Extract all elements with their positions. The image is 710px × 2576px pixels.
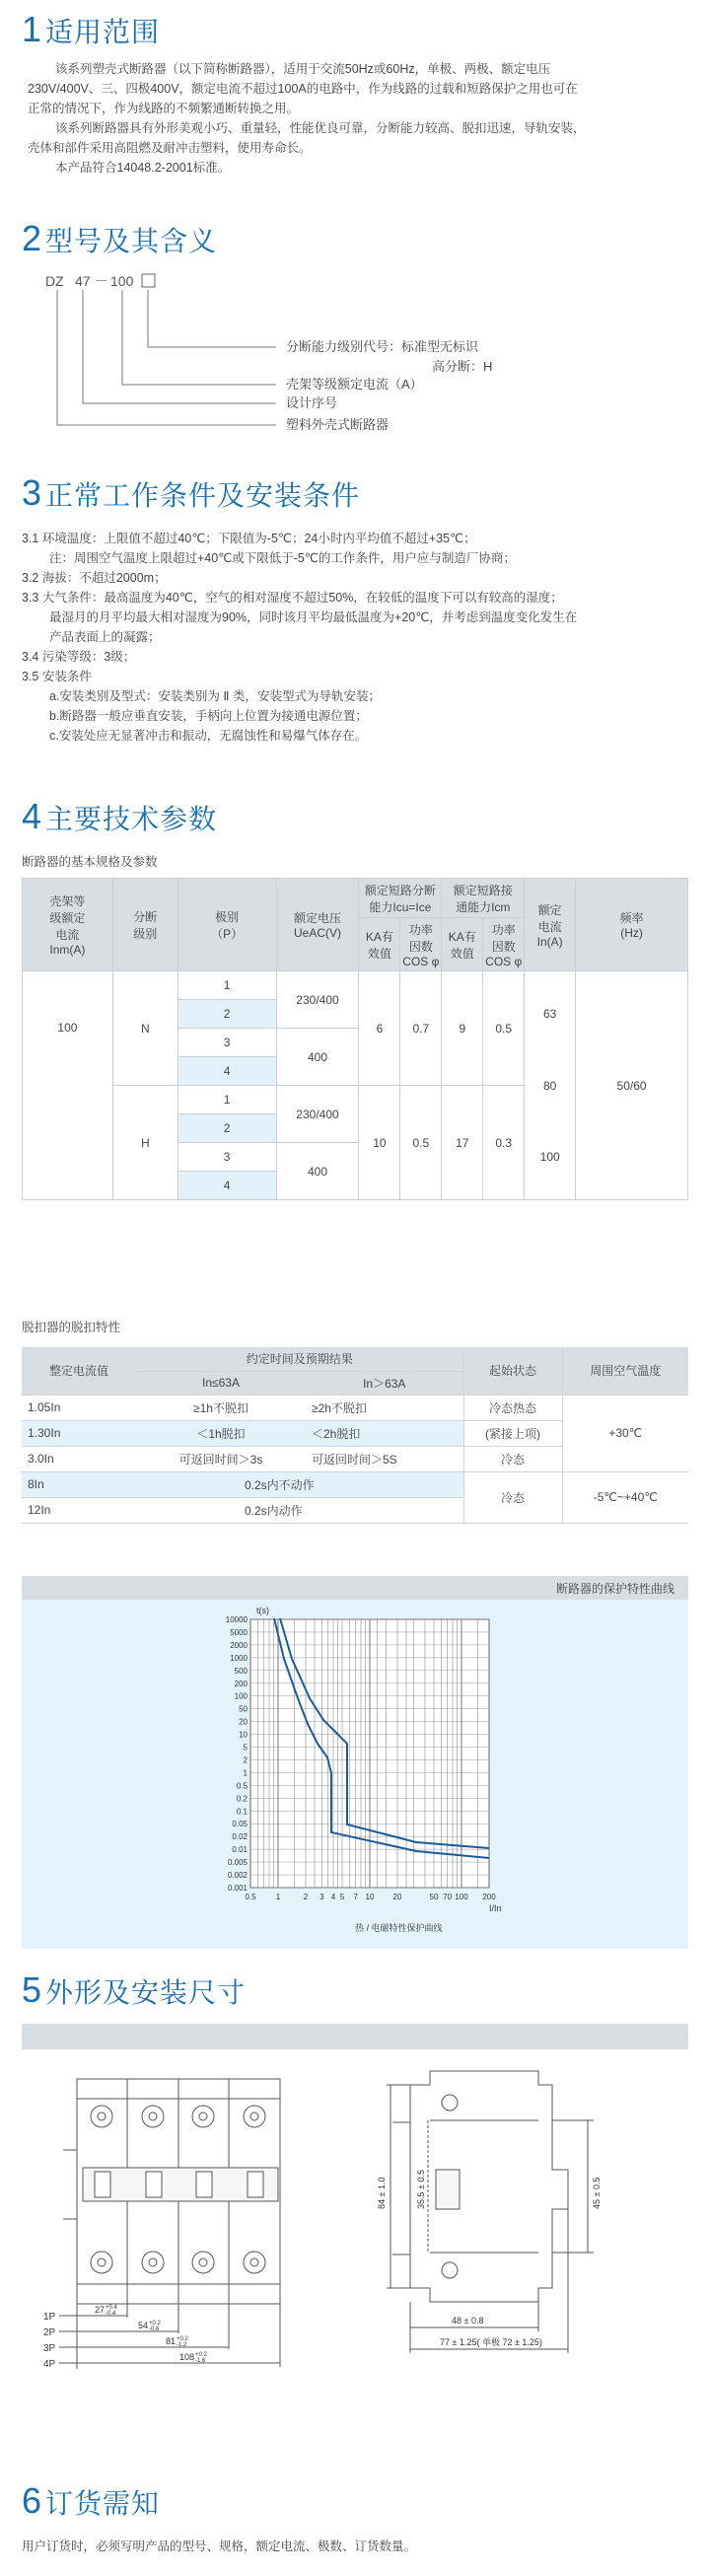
section-1-heading (22, 8, 160, 47)
curve-ytick: 1000 (230, 1653, 248, 1663)
curve-xtick: 70 (443, 1893, 453, 1901)
text-line: 3.2 海拔：不超过2000m； (22, 571, 167, 585)
cell-voltage: 400 (276, 1143, 359, 1200)
cell-pole: 1 (178, 971, 276, 1000)
section-2-heading (22, 217, 217, 256)
section-title: 外形及安装尺寸 (45, 1977, 247, 2008)
curve-ytick: 0.002 (227, 1871, 248, 1881)
curve-ytick: 20 (239, 1717, 248, 1727)
trip-temp-1: +30℃ (562, 1395, 688, 1471)
front-view-drawing (39, 2061, 335, 2377)
section-5-heading (22, 1968, 246, 2008)
dim-81: 81 (166, 2336, 177, 2346)
header-ka-rms: KA有 效值 (442, 918, 483, 971)
section-title: 正常工作条件及安装条件 (45, 480, 361, 511)
cell-in-mid: 80 (525, 1057, 576, 1114)
trip-current: 1.30In (22, 1420, 136, 1446)
label-frame-current: 壳架等级额定电流（A） (286, 377, 423, 392)
dim-48: 48 ± 0.8 (452, 2316, 484, 2326)
cell-pole: 4 (178, 1172, 276, 1200)
cell-cos: 0.5 (400, 1086, 442, 1200)
model-suffix-box (142, 274, 155, 287)
curve-ytick: 10000 (225, 1615, 248, 1624)
model-code-diagram (39, 268, 552, 446)
curve-ytick: 2000 (230, 1640, 248, 1650)
section-title: 主要技术参数 (45, 804, 218, 834)
trip-state: 冷态 (463, 1446, 562, 1471)
header-time-result: 约定时间及预期结果 (136, 1347, 463, 1371)
cell-in: 100 (525, 1114, 576, 1200)
cell-frame-current: 100 (23, 971, 113, 1200)
curve-panel (22, 1576, 688, 1949)
dim-54: 54 (138, 2321, 149, 2330)
section-number: 2 (22, 218, 42, 258)
text-line: 本产品符合14048.2-2001标准。 (55, 161, 231, 175)
curve-xtick: 0.5 (245, 1893, 256, 1901)
scope-paragraph (28, 59, 698, 178)
dim-4p: 4P (43, 2359, 56, 2370)
curve-ytick: 100 (234, 1691, 248, 1701)
curve-banner (22, 1576, 688, 1600)
curve-ytick: 0.05 (232, 1820, 248, 1829)
trip-state: 冷态热态 (463, 1395, 562, 1420)
dim-81-tol: -1.2 (177, 2342, 187, 2348)
header-ambient-temp: 周围空气温度 (562, 1347, 688, 1395)
dim-108-tol: +0.2 (195, 2352, 207, 2358)
cell-icm: 17 (442, 1086, 483, 1200)
cell-pole: 1 (178, 1086, 276, 1114)
trip-state: (紧接上项) (463, 1420, 562, 1446)
section-number: 3 (22, 472, 42, 513)
trip-current: 3.0In (22, 1446, 136, 1471)
conditions-list (22, 529, 702, 746)
trip-state-cold: 冷态 (463, 1471, 562, 1523)
curve-xtick: 5 (339, 1893, 345, 1901)
dim-45: 45 ± 0.5 (592, 2177, 602, 2209)
curve-xtick: 7 (353, 1893, 358, 1901)
curve-ylabel: t(s) (256, 1606, 269, 1615)
header-power-factor: 功率 因数 COS φ (483, 918, 525, 971)
trip-result-a: ＜1h脱扣 (136, 1420, 306, 1446)
header-gt-63a: In＞63A (306, 1371, 463, 1395)
dim-54-tol: -0.6 (149, 2326, 160, 2332)
cell-voltage: 230/400 (276, 971, 359, 1029)
protection-curve-chart (22, 1600, 688, 1949)
curve-ytick: 0.01 (232, 1845, 248, 1855)
trip-result-merged: 0.2s内不动作 (136, 1471, 463, 1497)
dim-3p: 3P (43, 2343, 56, 2354)
dim-77: 77 ± 1.25( 单极 72 ± 1.25) (440, 2337, 542, 2347)
trip-current: 8In (22, 1471, 136, 1497)
curve-xtick: 4 (330, 1893, 336, 1901)
cell-pole: 2 (178, 1114, 276, 1143)
header-frequency: 频率 (Hz) (576, 879, 688, 971)
trip-result-a: 可返回时间＞3s (136, 1446, 306, 1471)
model-100: 100 (110, 273, 134, 289)
curve-xtick: 200 (482, 1893, 496, 1901)
cell-icm: 9 (442, 971, 483, 1086)
curve-ytick: 0.5 (236, 1781, 248, 1791)
curve-caption: 热 / 电磁特性保护曲线 (355, 1923, 443, 1933)
header-poles: 极别 （P） (178, 879, 276, 971)
curve-ytick: 200 (234, 1679, 248, 1688)
text-line: 3.1 环境温度：上限值不超过40℃；下限值为-5℃；24小时内平均值不超过+35℃； (22, 532, 476, 545)
dim-2p: 2P (43, 2327, 56, 2338)
curve-ytick: 0.02 (232, 1832, 248, 1842)
curve-ytick: 500 (234, 1666, 248, 1676)
curve-ytick: 1 (243, 1768, 248, 1778)
text-line: c.安装处应无显著冲击和振动，无腐蚀性和易爆气体存在。 (49, 729, 368, 743)
section-number: 4 (22, 796, 42, 836)
section-title: 型号及其含义 (45, 226, 218, 256)
trip-result-b: 可返回时间＞5S (306, 1446, 463, 1471)
dim-108: 108 (179, 2352, 195, 2362)
cell-voltage: 230/400 (276, 1086, 359, 1143)
header-ka-rms: KA有 效值 (359, 918, 400, 971)
model-dz: DZ (45, 273, 64, 289)
trip-current: 12In (22, 1497, 136, 1523)
dim-54-tol: +0.2 (149, 2321, 161, 2326)
header-frame-current: 壳架等 级额定 电流 Inm(A) (23, 879, 113, 971)
curve-xtick: 20 (392, 1893, 402, 1901)
cell-frequency: 50/60 (576, 971, 688, 1200)
model-dash: － (95, 273, 108, 289)
model-47: 47 (75, 273, 91, 289)
section-6-heading (22, 2479, 160, 2519)
dim-108-tol: -1.6 (195, 2358, 206, 2364)
text-line: 3.5 安装条件 (22, 670, 92, 683)
curve-ytick: 0.2 (236, 1794, 248, 1804)
cell-cos: 0.3 (483, 1086, 525, 1200)
cell-icu: 6 (359, 971, 400, 1086)
section-4-heading (22, 795, 217, 834)
section-title: 适用范围 (45, 17, 161, 47)
curve-xtick: 2 (303, 1893, 309, 1901)
label-high-breaking: 高分断：H (432, 359, 493, 374)
curve-xtick: 1 (275, 1893, 281, 1901)
cell-pole: 2 (178, 1000, 276, 1029)
curve-ytick: 0.005 (227, 1858, 248, 1868)
curve-ytick: 0.1 (236, 1807, 248, 1817)
section-number: 5 (22, 1969, 42, 2010)
section-title: 订货需知 (45, 2488, 161, 2519)
text-line: 该系列塑壳式断路器（以下简称断路器），适用于交流50Hz或60Hz，单极、两极、额定电压 (55, 62, 551, 76)
text-line: 壳体和部件采用高阻燃及耐冲击塑料，使用寿命长。 (28, 141, 312, 155)
text-line: 产品表面上的凝露； (49, 630, 161, 644)
trip-result-b: ≥2h不脱扣 (306, 1395, 463, 1420)
dim-81-tol: +0.2 (177, 2336, 188, 2342)
spec-table (22, 878, 688, 1200)
dim-35-5: 35.5 ± 0.5 (416, 2170, 426, 2209)
text-line: 230V/400V、三、四极400V，额定电流不超过100A的电路中，作为线路的过载和短路保护之用也可在 (28, 82, 578, 96)
curve-xunit: I/In (489, 1903, 502, 1913)
header-initial-state: 起始状态 (463, 1347, 562, 1395)
cell-pole: 3 (178, 1029, 276, 1057)
text-line: a.安装类别及型式：安装类别为 Ⅱ 类，安装型式为导轨安装； (49, 689, 382, 703)
text-line: 正常的情况下，作为线路的不频繁通断转换之用。 (28, 102, 300, 115)
cell-voltage: 400 (276, 1029, 359, 1086)
cell-icu: 10 (359, 1086, 400, 1200)
section-3-heading (22, 471, 360, 511)
dim-1p: 1P (43, 2312, 56, 2323)
cell-cos: 0.7 (400, 971, 442, 1086)
header-breaking-grade: 分断 级别 (112, 879, 178, 971)
trip-result-a: ≥1h不脱扣 (136, 1395, 306, 1420)
side-view-drawing (341, 2061, 676, 2377)
curve-ytick: 5000 (230, 1627, 248, 1637)
curve-ytick: 50 (239, 1704, 248, 1714)
trip-result-merged: 0.2s内动作 (136, 1497, 463, 1523)
text-line: 该系列断路器具有外形美观小巧、重量轻，性能优良可靠，分断能力较高、脱扣迅速，导轨安装， (55, 121, 586, 135)
curve-banner-text: 断路器的保护特性曲线 (555, 1582, 674, 1596)
dim-27-tol: -0.4 (106, 2311, 116, 2317)
dim-27-tol: +0.4 (106, 2305, 117, 2311)
header-power-factor: 功率 因数 COS φ (400, 918, 442, 971)
cell-grade-n: N (112, 971, 178, 1086)
cell-pole: 3 (178, 1143, 276, 1172)
header-set-current: 整定电流值 (22, 1347, 136, 1395)
trip-table-caption: 脱扣器的脱扣特性 (22, 1321, 121, 1334)
trip-table (22, 1347, 688, 1524)
cell-in: 63 (525, 971, 576, 1057)
header-le-63a: In≤63A (136, 1371, 306, 1395)
label-plastic-case: 塑料外壳式断路器 (286, 417, 390, 432)
header-icm-group: 额定短路接 通能力Icm (442, 879, 525, 918)
curve-xtick: 10 (365, 1893, 375, 1901)
dim-27: 27 (95, 2305, 106, 2315)
text-line: b.断路器一般应垂直安装，手柄向上位置为接通电源位置； (49, 709, 368, 723)
trip-current: 1.05In (22, 1395, 136, 1420)
dimension-banner (22, 2024, 688, 2049)
curve-ytick: 2 (243, 1755, 248, 1765)
header-icu-group: 额定短路分断 能力Icu=Ice (359, 879, 442, 918)
curve-ytick: 10 (239, 1730, 248, 1740)
curve-xtick: 3 (320, 1893, 324, 1901)
trip-result-b: ＜2h脱扣 (306, 1420, 463, 1446)
cell-cos: 0.5 (483, 971, 525, 1086)
text-line: 3.4 污染等级：3级； (22, 650, 136, 664)
spec-table-caption: 断路器的基本规格及参数 (22, 855, 158, 869)
text-line: 注：周围空气温度上限超过+40℃或下限低于-5℃的工作条件，用户应与制造厂协商； (49, 551, 516, 565)
trip-temp-2: -5℃~+40℃ (562, 1471, 688, 1523)
label-breaking-code: 分断能力级别代号：标准型无标识 (286, 339, 479, 354)
section-number: 1 (22, 9, 42, 49)
header-rated-current: 额定 电流 In(A) (525, 879, 576, 971)
curve-ytick: 5 (243, 1743, 248, 1753)
curve-ytick: 0.001 (227, 1884, 248, 1893)
text-line: 3.3 大气条件：最高温度为40℃，空气的相对湿度不超过50%，在较低的温度下可以有较高的湿度； (22, 591, 563, 605)
cell-pole: 4 (178, 1057, 276, 1086)
cell-grade-h: H (112, 1086, 178, 1200)
ordering-note: 用户订货时，必须写明产品的型号、规格，额定电流、极数、订货数量。 (22, 2540, 417, 2553)
text-line: 最湿月的月平均最大相对湿度为90%，同时该月平均最低温度为+20℃，并考虑到温度变化发生在 (49, 610, 578, 624)
label-design-seq: 设计序号 (286, 395, 338, 410)
curve-xtick: 50 (429, 1893, 439, 1901)
curve-xtick: 100 (455, 1893, 468, 1901)
header-rated-voltage: 额定电压 UeAC(V) (276, 879, 359, 971)
dim-84: 84 ± 1.0 (377, 2177, 387, 2209)
section-number: 6 (22, 2480, 42, 2521)
